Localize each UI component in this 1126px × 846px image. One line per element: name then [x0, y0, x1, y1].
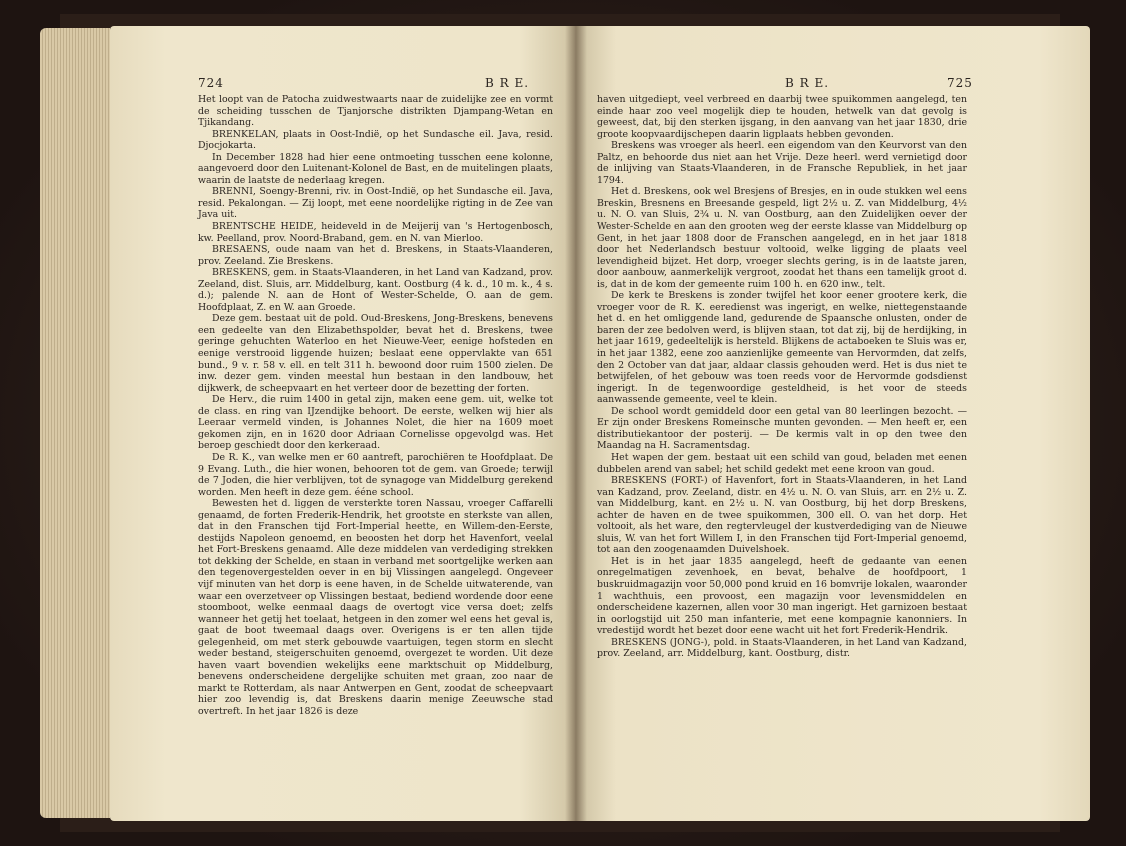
paragraph: BRESAENS, oude naam van het d. Breskens, in Staats-Vlaanderen, prov. Zeeland. Zie Breskens.	[198, 244, 553, 267]
paragraph: Deze gem. bestaat uit de pold. Oud-Breskens, Jong-Breskens, benevens een gedeelte van den Elizabethspolder, bevat het d. Breskens, twee geringe gehuchten Waterloo en het Nieuwe-Veer, eenige hofsteden en eenige verstrooid liggende huizen; beslaat eene oppervlakte van 651 bund., 9 v. r. 58 v. ell. en telt 311 h. bewoond door ruim 1500 zielen. De inw. dezer gem. vinden meestal hun bestaan in den landbouw, het dijkwerk, de scheepvaart en het verteer door de bezetting der forten.	[198, 313, 553, 394]
paragraph: Het is in het jaar 1835 aangelegd, heeft de gedaante van eenen onregelmatigen zevenhoek, en bevat, behalve de hoofdpoort, 1 buskruidmagazijn voor 50,000 pond kruid en 16 bomvrije lokalen, waaronder 1 wachthuis, een provoost, een magazijn voor levensmiddelen en onderscheidene kazernen, allen voor 30 man ingerigt. Het garnizoen bestaat in oorlogstijd uit 250 man infanterie, met eene kompagnie kanonniers. In vredestijd wordt het bezet door eene wacht uit het fort Frederik-Hendrik.	[597, 555, 967, 637]
paragraph: BRESKENS (JONG-), pold. in Staats-Vlaanderen, in het Land van Kadzand, prov. Zeeland, arr. Middelburg, kant. Oostburg, distr.	[597, 636, 967, 660]
paragraph: De R. K., van welke men er 60 aantreft, parochiëren te Hoofdplaat. De 9 Evang. Luth., die hier wonen, behooren tot de gem. van Groede; terwijl de 7 Joden, die hier verblijven, tot de synagoge van Middelburg gerekend worden. Men heeft in deze gem. ééne school.	[198, 451, 553, 498]
paragraph: Het loopt van de Patocha zuidwestwaarts naar de zuidelijke zee en vormt de scheiding tusschen de Tjanjorsche distrikten Djampang-Wetan en Tjikandang.	[198, 94, 553, 129]
right-page	[575, 26, 1090, 821]
left-page	[110, 26, 575, 821]
paragraph: Bewesten het d. liggen de versterkte toren Nassau, vroeger Caffarelli genaamd, de forten Frederik-Hendrik, het grootste en sterkste van allen, dat in den Franschen tijd Fort-Imperial heette, en Willem-den-Eerste, destijds Napoleon genoemd, en beoosten het dorp het Havenfort, veelal het Fort-Breskens genaamd. Alle deze middelen van verdediging strekken tot dekking der Schelde, en staan in verband met soortgelijke werken aan den tegenovergestelden oever in en bij Vlissingen aangelegd. Ongeveer vijf minuten van het dorp is eene haven, in de Schelde uitwaterende, van waar een overzetveer op Vlissingen bestaat, bediend wordende door eene stoomboot, welke eenmaal daags de overtogt vice versa doet; zelfs wanneer het getij het toelaat, hetgeen in den zomer wel eens het geval is, gaat de boot tweemaal daags over. Overigens is er ten allen tijde gelegenheid, om met sterk gebouwde vaartuigen, tegen storm en slecht weder bestand, steigerschuiten genoemd, overgezet te worden. Uit deze haven vaart bovendien wekelijks eene marktschuit op Middelburg, benevens onderscheidene dergelijke schuiten met graan, zoo naar de markt te Rotterdam, als naar Antwerpen en Gent, zoodat de scheepvaart hier zoo levendig is, dat Breskens daarin menige Zeeuwsche stad overtreft. In het jaar 1826 is deze	[198, 498, 553, 717]
paragraph: Het wapen der gem. bestaat uit een schild van goud, beladen met eenen dubbelen arend van sabel; het schild gedekt met eene kroon van goud.	[597, 451, 967, 475]
paragraph: Het d. Breskens, ook wel Bresjens of Bresjes, en in oude stukken wel eens Breskin, Bresnens en Breesande gespeld, ligt 2½ u. Z. van Middelburg, 4½ u. N. O. van Sluis, 2¾ u. N. van Oostburg, aan den Zuidelijken oever der Wester-Schelde en aan den grooten weg der eerste klasse van Middelburg op Gent, in het jaar 1808 door de Franschen aangelegd, en in het jaar 1818 door het Nederlandsch bestuur voltooid, welke ligging de plaats veel levendigheid bijzet. Het dorp, vroeger slechts gering, is in de laatste jaren, door aanbouw, aanmerkelijk vergroot, zoodat het thans een tamelijk groot d. is, dat in de kom der gemeente ruim 100 h. en 620 inw., telt.	[597, 186, 967, 290]
left-page-number: 724	[198, 76, 224, 90]
paragraph: De Herv., die ruim 1400 in getal zijn, maken eene gem. uit, welke tot de class. en ring van IJzendijke behoort. De eerste, welken wij hier als Leeraar vermeld vinden, is Johannes Nolet, die hier na 1609 moet gekomen zijn, en in 1620 door Adriaan Cornelisse opgevolgd was. Het beroep geschiedt door den kerkeraad.	[198, 394, 553, 452]
left-page-edges	[40, 28, 110, 818]
paragraph: BRESKENS (FORT-) of Havenfort, fort in Staats-Vlaanderen, in het Land van Kadzand, prov. Zeeland, distr. en 4½ u. N. O. van Sluis, arr. en 2½ u. Z. van Middelburg, kant. en 2½ u. N. van Oostburg, bij het dorp Breskens, achter de haven en de twee spuikommen, 300 ell. O. van het dorp. Het voltooit, als het ware, den regtervleugel der kustverdediging van de Nieuwe sluis, W. van het fort Willem I, in den Franschen tijd Fort-Imperial genoemd, tot aan den zoogenaamden Duivelshoek.	[597, 475, 967, 556]
paragraph: BRENTSCHE HEIDE, heideveld in de Meijerij van 's Hertogenbosch, kw. Peelland, prov. Noord-Braband, gem. en N. van Mierloo.	[198, 221, 553, 244]
right-running-head: B R E.	[785, 76, 830, 90]
right-page-number: 725	[947, 76, 973, 90]
paragraph: De school wordt gemiddeld door een getal van 80 leerlingen bezocht. — Er zijn onder Breskens Romeinsche munten gevonden. — Men heeft er, een distributiekantoor der posterij. — De kermis valt in op den twee den Maandag na H. Sacramentsdag.	[597, 405, 967, 452]
paragraph: In December 1828 had hier eene ontmoeting tusschen eene kolonne, aangevoerd door den Luitenant-Kolonel de Bast, en de muitelingen plaats, waarin de laatste de nederlaag kregen.	[198, 151, 553, 186]
paragraph: De kerk te Breskens is zonder twijfel het koor eener grootere kerk, die vroeger voor de R. K. eeredienst was ingerigt, en welke, niettegenstaande het d. en het omliggende land, gedurende de Spaansche onlusten, onder de baren der zee bedolven werd, is blijven staan, tot dat zij, bij de herdijking, in het jaar 1619, gedeeltelijk is hersteld. Blijkens de actaboeken te Sluis was er, in het jaar 1382, eene zoo aanzienlijke gemeente van Hervormden, dat zelfs, den 2 October van dat jaar, aldaar classis gehouden werd. Het is dus niet te betwijfelen, of het gebouw was toen reeds voor de Hervormde godsdienst ingerigt. In de tegenwoordige gesteldheid, is het voor de steeds aanwassende gemeente, veel te klein.	[597, 290, 967, 406]
left-page-text	[198, 94, 553, 718]
paragraph: BRENKELAN, plaats in Oost-Indië, op het Sundasche eil. Java, resid. Djocjokarta.	[198, 128, 553, 152]
left-running-head: B R E.	[485, 76, 530, 90]
paragraph: Breskens was vroeger als heerl. een eigendom van den Keurvorst van den Paltz, en behoorde dus niet aan het Vrije. Deze heerl. werd vernietigd door de inlijving van Staats-Vlaanderen, in de Fransche Republiek, in het jaar 1794.	[597, 140, 967, 186]
paragraph: BRENNI, Soengy-Brenni, riv. in Oost-Indië, op het Sundasche eil. Java, resid. Pekalongan. — Zij loopt, met eene noordelijke rigting in de Zee van Java uit.	[198, 186, 553, 221]
right-page-text	[597, 94, 967, 660]
paragraph: BRESKENS, gem. in Staats-Vlaanderen, in het Land van Kadzand, prov. Zeeland, dist. Sluis, arr. Middelburg, kant. Oostburg (4 k. d., 10 m. k., 4 s. d.); palende N. aan de Hont of Wester-Schelde, O. aan de gem. Hoofdplaat, Z. en W. aan Groede.	[198, 267, 553, 313]
paragraph: haven uitgediept, veel verbreed en daarbij twee spuikommen aangelegd, ten einde haar zoo veel mogelijk diep te houden, hetwelk van dat gevolg is geweest, dat, bij den sterken ijsgang, in den aanvang van het jaar 1830, drie groote koopvaardijschepen daarin ligplaats hebben gevonden.	[597, 94, 967, 140]
